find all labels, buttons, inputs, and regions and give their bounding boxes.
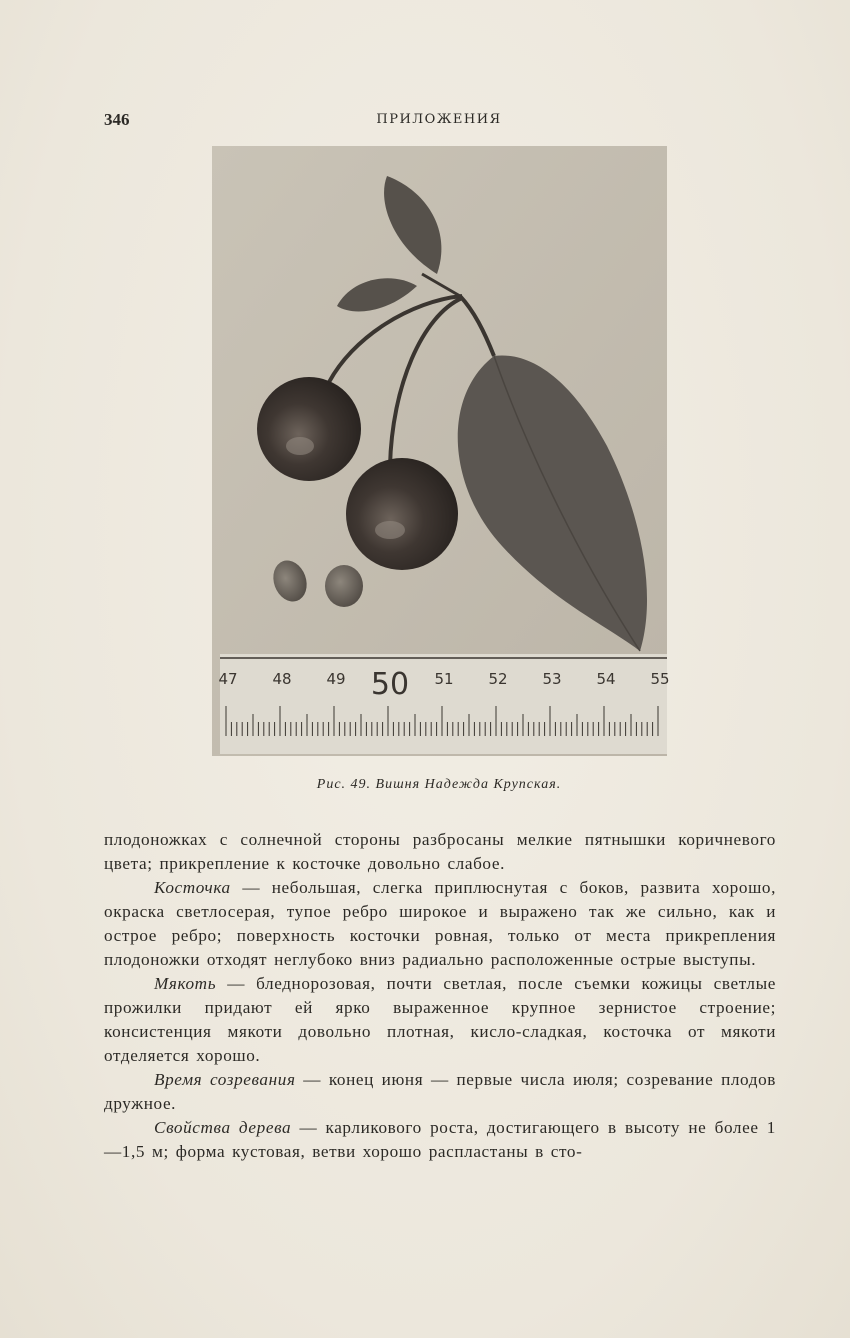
- paragraph-flesh: [104, 972, 776, 1068]
- paragraph-continuation: плодоножках с солнечной стороны разбросаны мелкие пятнышки коричневого цвета; прикрепление к косточке довольно слабое.: [104, 830, 776, 873]
- paragraph-tree: [104, 1116, 776, 1164]
- ruler-label: 55: [650, 670, 670, 688]
- ruler-label: 50: [370, 667, 410, 702]
- figure-caption: Рис. 49. Вишня Надежда Крупская.: [316, 777, 562, 792]
- cherry-highlight: [286, 437, 314, 455]
- ruler-label: 49: [326, 670, 346, 688]
- term-tree: Свойства дерева: [154, 1118, 292, 1137]
- running-head: [104, 110, 774, 132]
- paragraph-ripening: [104, 1068, 776, 1116]
- cherry-pit: [325, 565, 363, 607]
- ruler-label: 47: [218, 670, 238, 688]
- term-ripening: Время созревания: [154, 1070, 296, 1089]
- cherry-fruit: [346, 458, 458, 570]
- ruler-label: 48: [272, 670, 292, 688]
- paragraph-ripening-text: — конец июня — первые числа июля; созревание плодов дружное.: [104, 1070, 776, 1113]
- ruler-label: 52: [488, 670, 508, 688]
- cherry-photograph: [212, 146, 670, 756]
- paragraph-flesh-text: — бледнорозовая, почти светлая, после съемки кожицы светлые прожилки придают ей ярко выраженное крупное зернистое строение; консистенция мякоти довольно плотная, кисло-сладкая, косточка от мякоти отделяется хорошо.: [104, 974, 776, 1065]
- page-number: 346: [104, 110, 130, 129]
- ruler-label: 51: [434, 670, 454, 688]
- paragraph-pit: [104, 876, 776, 972]
- cherry-highlight: [375, 521, 405, 539]
- paragraph-tree-text: — карликового роста, достигающего в высоту не более 1—1,5 м; форма кустовая, ветви хорошо распластаны в сто-: [104, 1118, 777, 1161]
- ruler-label: 54: [596, 670, 616, 688]
- term-pit: Косточка: [154, 878, 231, 897]
- ruler-label: 53: [542, 670, 562, 688]
- paragraph-pit-text: — небольшая, слегка приплюснутая с боков, развита хорошо, окраска светлосерая, тупое ребро широкое и выражено так же сильно, как и острое ребро; поверхность косточки ровная, только от места прикрепления плодоножки отходят неглубоко вниз радиально расположенные острые выступы.: [104, 878, 776, 969]
- section-title: ПРИЛОЖЕНИЯ: [376, 112, 502, 127]
- measuring-ruler: [218, 654, 669, 754]
- body-text: [104, 828, 776, 1164]
- cherry-fruit: [257, 377, 361, 481]
- term-flesh: Мякоть: [154, 974, 217, 993]
